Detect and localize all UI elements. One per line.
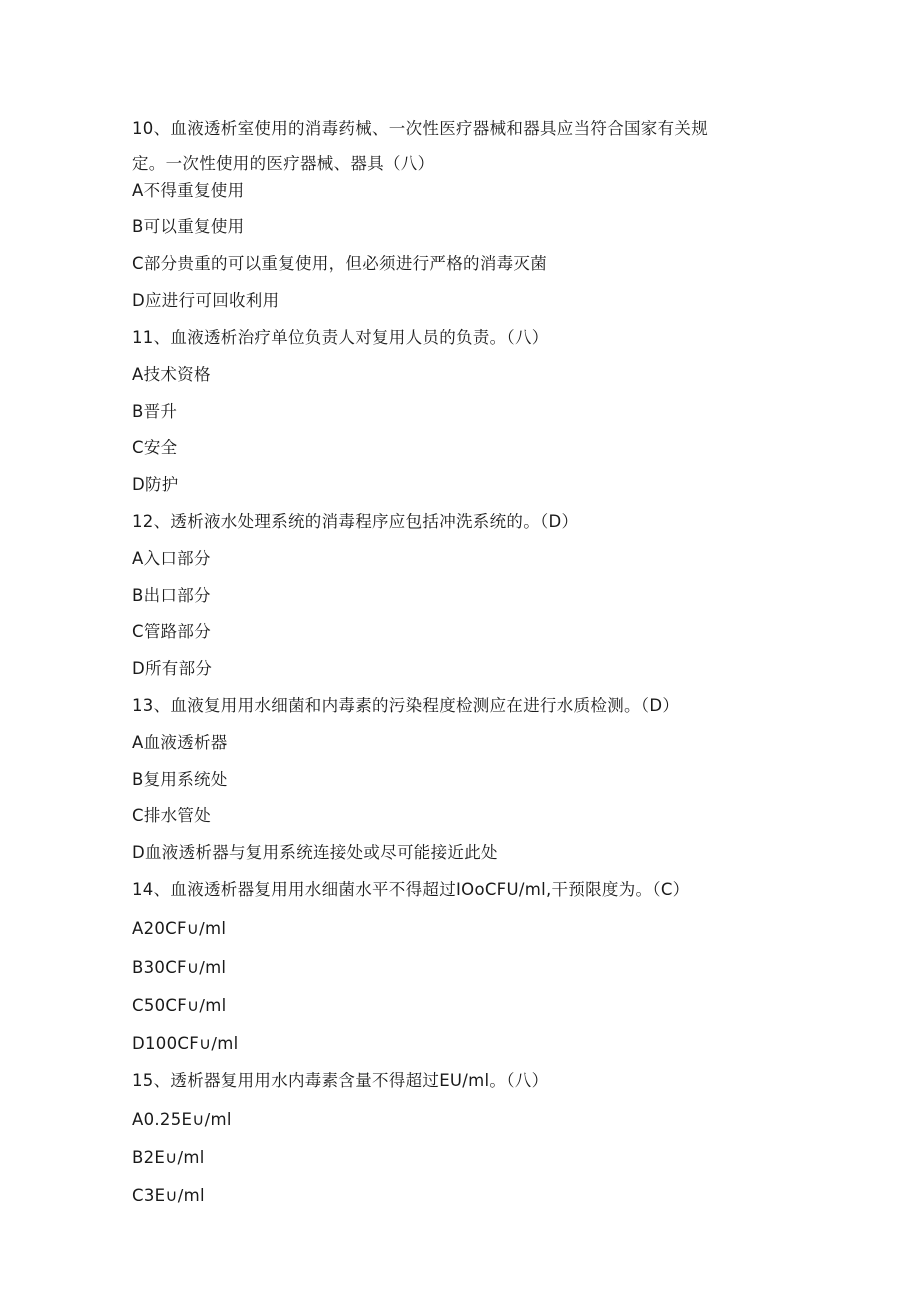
question-14-option-d: D100CF∪∕ml bbox=[132, 1034, 239, 1053]
question-10-stem-line-1: 10、血液透析室使用的消毒药械、一次性医疗器械和器具应当符合国家有关规 bbox=[132, 119, 708, 138]
question-10-option-a: A不得重复使用 bbox=[132, 181, 245, 200]
question-11-option-c: C安全 bbox=[132, 438, 178, 457]
question-11-stem: 11、血液透析治疗单位负责人对复用人员的负责。（八） bbox=[132, 328, 549, 347]
question-11-option-a: A技术资格 bbox=[132, 365, 211, 384]
question-14-stem: 14、血液透析器复用用水细菌水平不得超过IOoCFU/ml,干预限度为。（C） bbox=[132, 880, 690, 899]
question-15-option-a: A0.25E∪∕ml bbox=[132, 1110, 232, 1129]
question-12-option-c: C管路部分 bbox=[132, 622, 212, 641]
question-10-stem-line-2: 定。一次性使用的医疗器械、器具（八） bbox=[132, 154, 435, 173]
question-12-option-b: B出口部分 bbox=[132, 586, 211, 605]
question-13-stem: 13、血液复用用水细菌和内毒素的污染程度检测应在进行水质检测。（D） bbox=[132, 696, 680, 715]
question-13-option-d: D血液透析器与复用系统连接处或尽可能接近此处 bbox=[132, 843, 498, 862]
question-13-option-a: A血液透析器 bbox=[132, 733, 228, 752]
question-11-option-b: B晋升 bbox=[132, 402, 178, 421]
question-11-option-d: D防护 bbox=[132, 475, 179, 494]
question-15-stem: 15、透析器复用用水内毒素含量不得超过EU/ml。（八） bbox=[132, 1071, 549, 1090]
question-14-option-a: A20CF∪∕ml bbox=[132, 919, 227, 938]
question-12-option-d: D所有部分 bbox=[132, 659, 213, 678]
question-14-option-c: C50CF∪∕ml bbox=[132, 996, 227, 1015]
question-13-option-b: B复用系统处 bbox=[132, 770, 228, 789]
question-13-option-c: C排水管处 bbox=[132, 806, 212, 825]
question-14-option-b: B30CF∪∕ml bbox=[132, 958, 227, 977]
question-10-option-c: C部分贵重的可以重复使用，但必须进行严格的消毒灭菌 bbox=[132, 254, 548, 273]
question-10-option-d: D应进行可回收利用 bbox=[132, 291, 280, 310]
question-12-option-a: A入口部分 bbox=[132, 549, 211, 568]
question-12-stem: 12、透析液水处理系统的消毒程序应包括冲洗系统的。（D） bbox=[132, 512, 579, 531]
question-15-option-b: B2E∪∕ml bbox=[132, 1148, 205, 1167]
question-15-option-c: C3E∪∕ml bbox=[132, 1186, 205, 1205]
question-10-option-b: B可以重复使用 bbox=[132, 217, 245, 236]
